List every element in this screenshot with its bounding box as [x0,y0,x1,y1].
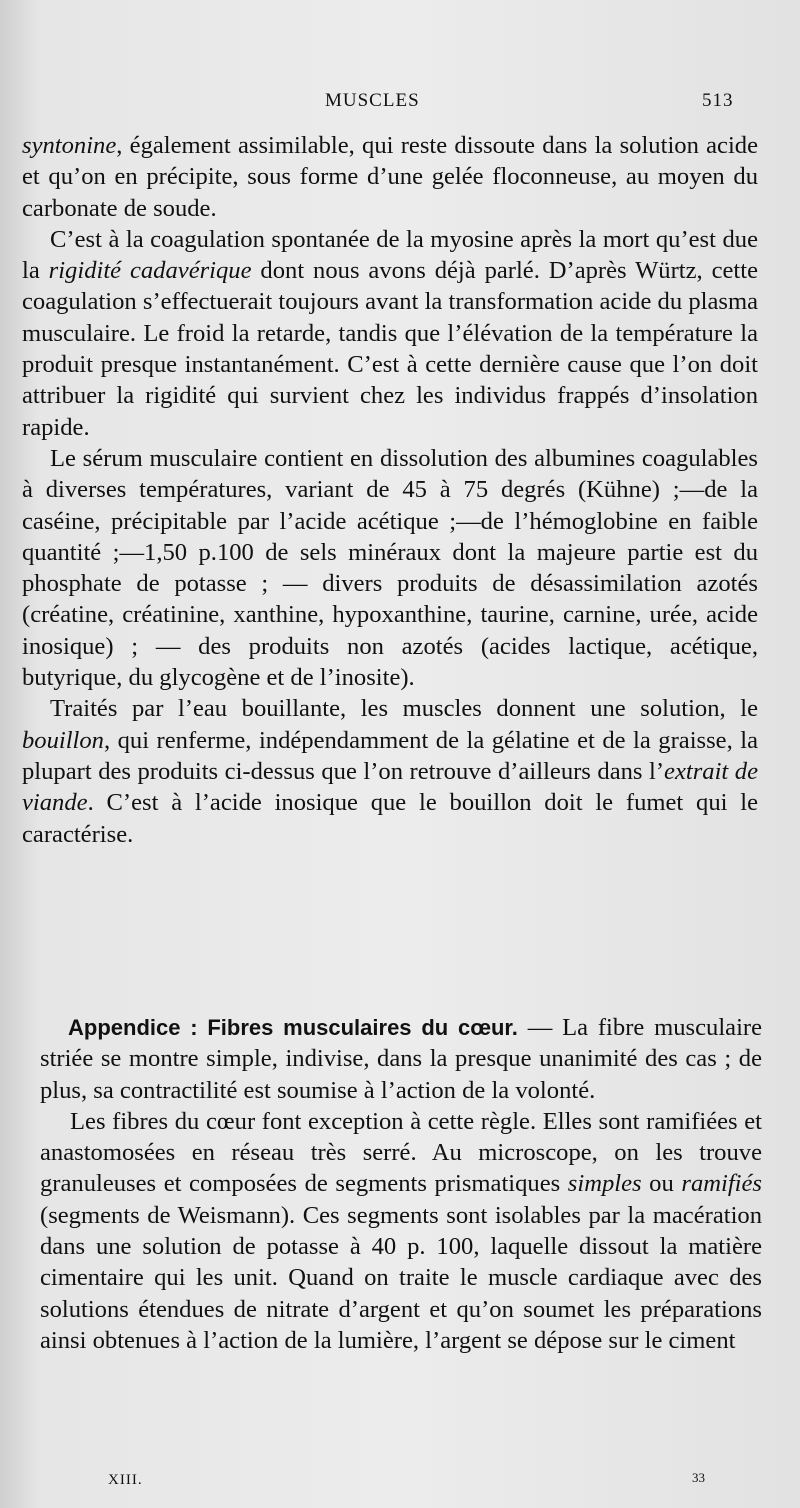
appendix-heading: Appendice : Fibres musculaires du cœur. [68,1015,518,1040]
appendix-text-block [40,1012,762,1356]
page-footer [0,1470,800,1494]
paragraph-appendice: Appendice : Fibres musculaires du cœur. — La fibre musculaire striée se montre simple, indivise, dans la presque unanimité des cas ; de plus, sa contractilité est soumise à l’action de la volonté. [40,1014,763,1104]
header-title: MUSCLES [325,90,420,111]
signature-mark: XIII. [108,1472,143,1488]
italic-term: rigidité cadavérique [48,257,252,285]
italic-term: bouillon [22,726,104,754]
page-number: 513 [702,90,734,111]
paragraph-bouillon: Traités par l’eau bouillante, les muscles donnent une solution, le bouillon, qui renferme, indépendamment de la gélatine et de la graisse, la plupart des produits ci-dessus que l’on retrouve d’ailleurs dans l’extrait de viande. C’est à l’acide inosique que le bouillon doit le fumet qui le caractérise. [22,695,758,848]
italic-term: extrait de viande [22,757,758,817]
italic-term: ramifiés [681,1170,762,1198]
italic-term: syntonine [22,132,117,159]
paragraph-rigidite: C’est à la coagulation spontanée de la myosine après la mort qu’est due la rigidité cadavérique dont nous avons déjà parlé. D’après Würtz, cette coagulation s’effectuerait toujours avant la transformation acide du plasma musculaire. Le froid la retarde, tandis que l’élévation de la température la produit presque instantanément. C’est à cette dernière cause que l’on doit attribuer la rigidité qui survient chez les individus frappés d’insolation rapide. [22,225,758,441]
italic-term: simples [567,1170,642,1198]
main-text-block [22,130,758,850]
sheet-number: 33 [692,1470,705,1485]
paragraph-fibres-coeur: Les fibres du cœur font exception à cette règle. Elles sont ramifiées et anastomosées en réseau très serré. Au microscope, on les trouve granuleuses et composées de segments prismatiques simples ou ramifiés (segments de Weismann). Ces segments sont isolables par la macération dans une solution de potasse à 40 p. 100, laquelle dissout la matière cimentaire qui les unit. Quand on traite le muscle cardiaque avec des solutions étendues de nitrate d’argent et qu’on soumet les préparations ainsi obtenues à l’action de la lumière, l’argent se dépose sur le ciment [40,1107,762,1354]
paragraph-syntonine: syntonine, également assimilable, qui reste dissoute dans la solution acide et qu’on en précipite, sous forme d’une gelée floconneuse, au moyen du carbonate de soude. [22,132,758,222]
running-header [0,86,800,116]
paragraph-serum: Le sérum musculaire contient en dissolution des albumines coagulables à diverses températures, variant de 45 à 75 degrés (Kühne) ;—de la caséine, précipitable par l’acide acétique ;—de l’hémoglobine en faible quantité ;—1,50 p.100 de sels minéraux dont la majeure partie est du phosphate de potasse ; — divers produits de désassimilation azotés (créatine, créatinine, xanthine, hypoxanthine, taurine, carnine, urée, acide inosique) ; — des produits non azotés (acides lactique, acétique, butyrique, du glycogène et de l’inosite). [22,444,758,692]
